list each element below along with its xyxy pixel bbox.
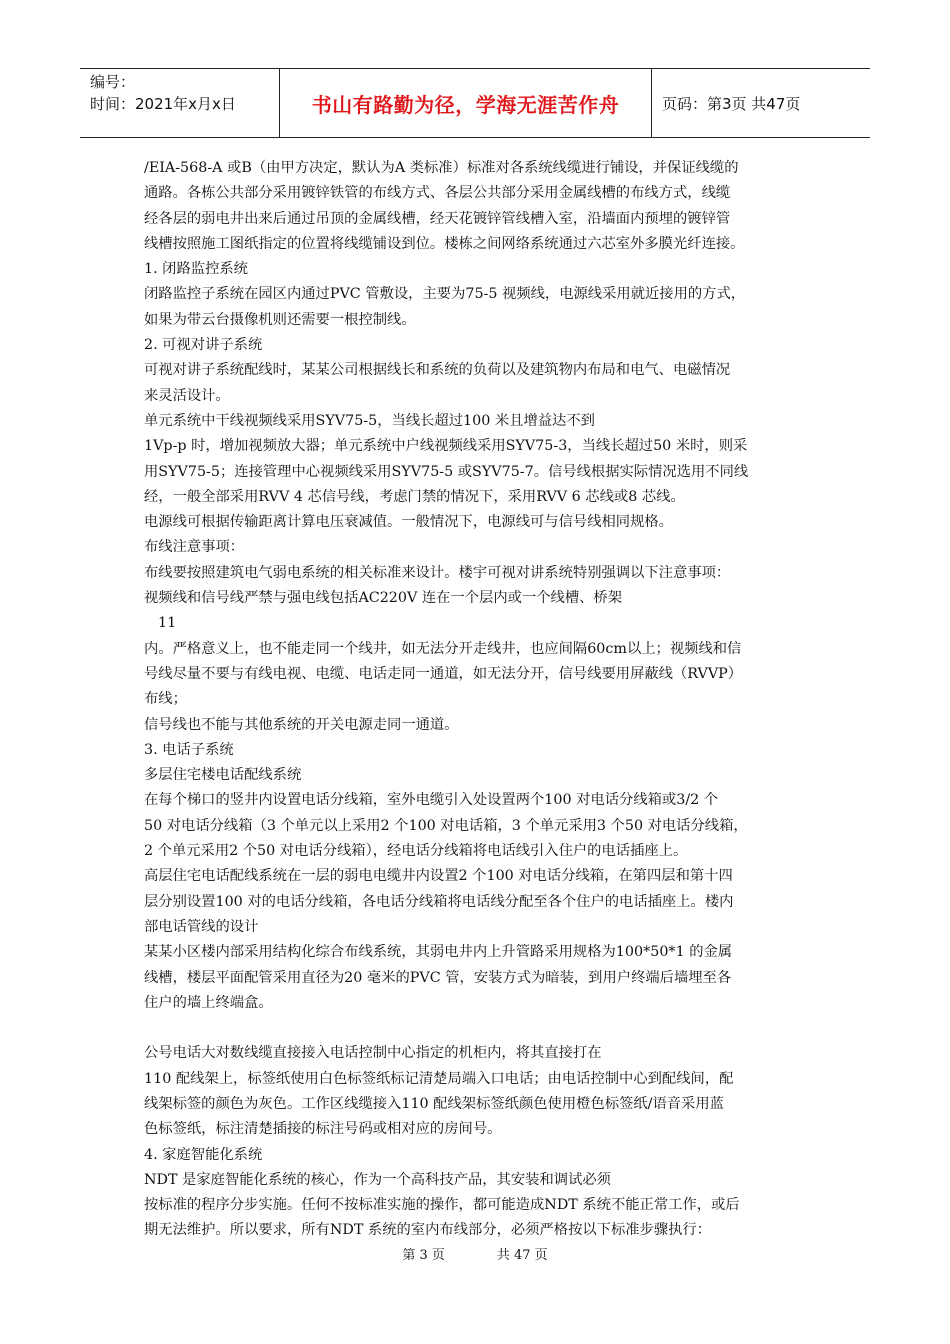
body-line: 如果为带云台摄像机则还需要一根控制线。 [144,311,416,328]
page-footer [0,1244,950,1263]
section-heading: 4. 家庭智能化系统 [144,1146,263,1163]
body-line: 110 配线架上，标签纸使用白色标签纸标记清楚局端入口电话；由电话控制中心到配线间，配 [144,1070,734,1087]
body-line: 多层住宅楼电话配线系统 [144,767,302,784]
doc-number-label: 编号： [90,73,136,91]
body-line: 在每个梯口的竖井内设置电话分线箱，室外电缆引入处设置两个100 对电话分线箱或3/2 个 [144,792,719,809]
body-line: 住户的墙上终端盒。 [144,994,273,1011]
body-line: 视频线和信号线严禁与强电线包括AC220V 连在一个层内或一个线槽、桥架 [144,590,623,607]
body-line: 号线尽量不要与有线电视、电缆、电话走同一通道，如无法分开，信号线要用屏蔽线（RVVP） [144,665,743,682]
body-line: 50 对电话分线箱（3 个单元以上采用2 个100 对电话箱，3 个单元采用3 个50 对电话分线箱， [144,817,748,834]
body-line: 单元系统中干线视频线采用SYV75-5，当线长超过100 米且增益达不到 [144,412,595,429]
section-heading: 1. 闭路监控系统 [144,261,248,278]
body-line: 经各层的弱电井出来后通过吊顶的金属线槽，经天花镀锌管线槽入室，沿墙面内预埋的镀锌管 [144,210,731,227]
body-line: 布线要按照建筑电气弱电系统的相关标准来设计。楼宇可视对讲系统特别强调以下注意事项： [144,564,731,581]
page-header [80,68,870,138]
body-line: 布线； [144,691,187,708]
body-line: 布线注意事项： [144,539,245,556]
body-line: /EIA-568-A 或B（由甲方决定，默认为A 类标准）标准对各系统线缆进行铺设，并保证线缆的 [144,160,739,176]
body-line: 公号电话大对数线缆直接接入电话控制中心指定的机柜内，将其直接打在 [144,1045,602,1062]
body-line: 线槽，楼层平面配管采用直径为20 毫米的PVC 管，安装方式为暗装，到用户终端后墙埋至各 [144,969,732,986]
header-motto: 书山有路勤为径，学海无涯苦作舟 [280,69,652,137]
section-heading: 3. 电话子系统 [144,741,234,758]
inline-page-number: 11 [158,615,177,632]
body-line: 用SYV75-5；连接管理中心视频线采用SYV75-5 或SYV75-7。信号线根据实际情况选用不同线 [144,463,749,480]
body-line: 高层住宅电话配线系统在一层的弱电电缆井内设置2 个100 对电话分线箱，在第四层和第十四 [144,868,733,885]
body-line: 1Vp-p 时，增加视频放大器；单元系统中户线视频线采用SYV75-3，当线长超过50 米时，则采 [144,438,748,455]
doc-date: 时间：2021年x月x日 [90,95,236,113]
body-line: 部电话管线的设计 [144,918,259,935]
body-line: 2 个单元采用2 个50 对电话分线箱），经电话分线箱将电话线引入住户的电话插座上。 [144,843,688,860]
header-page-info: 页码：第3页 共47页 [662,94,801,113]
body-line: 经，一般全部采用RVV 4 芯信号线，考虑门禁的情况下，采用RVV 6 芯线或8 芯线。 [144,488,685,505]
body-line: 期无法维护。所以要求，所有NDT 系统的室内布线部分，必须严格按以下标准步骤执行： [144,1222,712,1239]
body-line: 通路。各栋公共部分采用镀锌铁管的布线方式、各层公共部分采用金属线槽的布线方式，线缆 [144,185,731,202]
blank-line [144,1016,824,1041]
body-text [144,156,824,1244]
body-line: 某某小区楼内部采用结构化综合布线系统，其弱电井内上升管路采用规格为100*50*1 的金属 [144,944,733,961]
body-line: 线槽按照施工图纸指定的位置将线缆铺设到位。楼栋之间网络系统通过六芯室外多膜光纤连接。 [144,235,745,252]
header-meta [80,69,280,137]
footer-page-number: 第 3 页 [402,1248,445,1263]
body-line: 层分别设置100 对的电话分线箱，各电话分线箱将电话线分配至各个住户的电话插座上。楼内 [144,893,734,910]
body-line: 线架标签的颜色为灰色。工作区线缆接入110 配线架标签纸颜色使用橙色标签纸/语音采用蓝 [144,1095,724,1112]
body-line: 来灵活设计。 [144,387,230,404]
body-line: 闭路监控子系统在园区内通过PVC 管敷设，主要为75-5 视频线，电源线采用就近接用的方式， [144,286,746,303]
body-line: 电源线可根据传输距离计算电压衰减值。一般情况下，电源线可与信号线相同规格。 [144,514,673,531]
footer-page-total: 共 47 页 [496,1248,548,1263]
section-heading: 2. 可视对讲子系统 [144,337,263,354]
body-line: 可视对讲子系统配线时，某某公司根据线长和系统的负荷以及建筑物内布局和电气、电磁情况 [144,362,731,379]
body-line: 色标签纸，标注清楚插接的标注号码或相对应的房间号。 [144,1121,502,1138]
body-line: 内。严格意义上，也不能走同一个线井，如无法分开走线井，也应间隔60cm以上；视频线和信 [144,640,742,657]
body-line: 按标准的程序分步实施。任何不按标准实施的操作，都可能造成NDT 系统不能正常工作，或后 [144,1197,740,1214]
body-line: NDT 是家庭智能化系统的核心，作为一个高科技产品，其安装和调试必须 [144,1171,611,1188]
body-line: 信号线也不能与其他系统的开关电源走同一通道。 [144,716,459,733]
